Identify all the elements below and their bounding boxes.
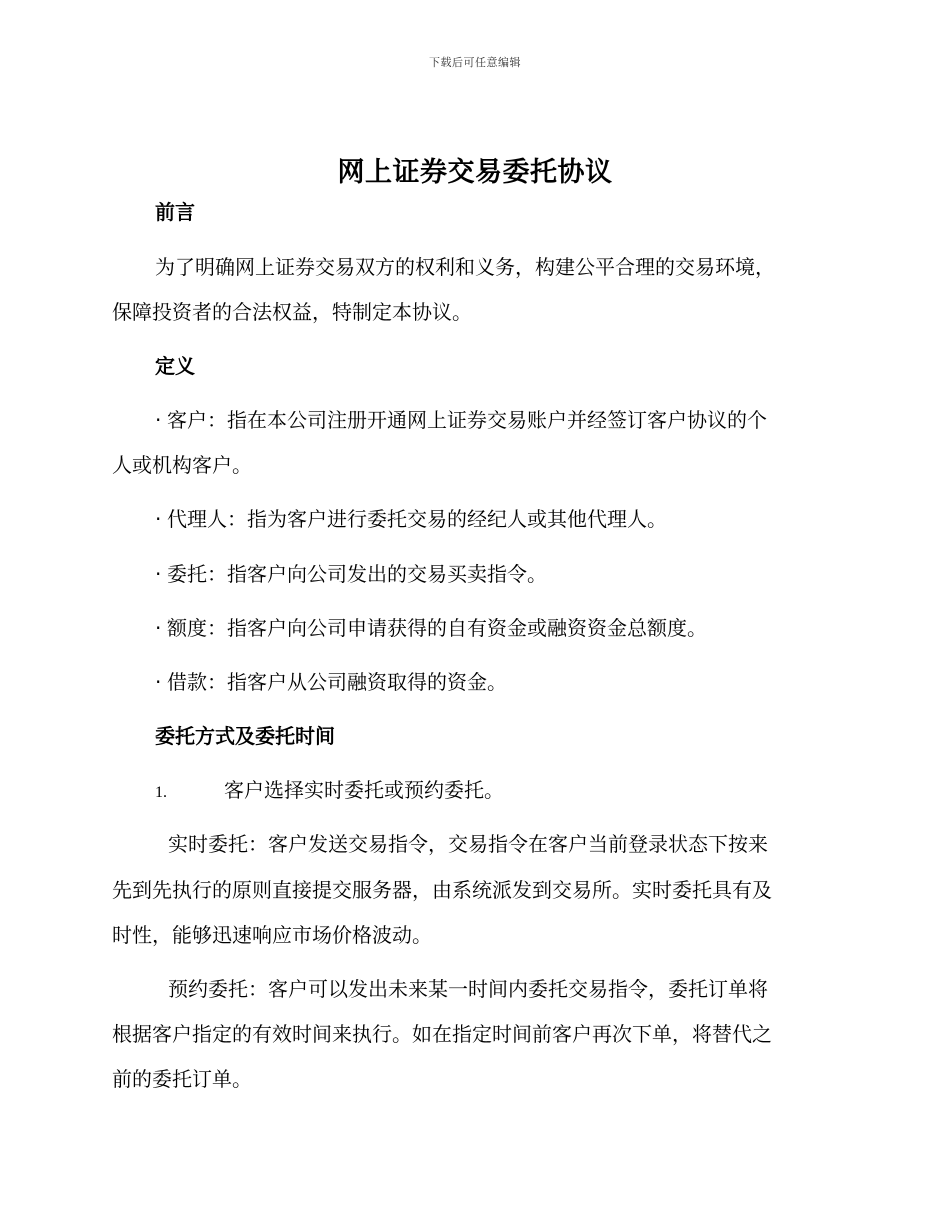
definition-client-text: 客户：指在本公司注册开通网上证券交易账户并经签订客户协议的个 — [167, 408, 767, 432]
list-item-text: 客户选择实时委托或预约委托。 — [224, 778, 504, 802]
scheduled-paragraph-line-3: 前的委托订单。 — [112, 1067, 252, 1091]
definition-agent-text: 代理人：指为客户进行委托交易的经纪人或其他代理人。 — [167, 507, 667, 531]
definition-client-line-2: 人或机构客户。 — [112, 453, 252, 477]
definition-agent — [112, 501, 885, 537]
header-note: 下载后可任意编辑 — [429, 56, 521, 69]
bullet-icon: · — [155, 562, 162, 586]
bullet-icon: · — [155, 408, 162, 432]
preface-heading: 前言 — [155, 200, 195, 224]
definition-client-line-1 — [112, 402, 885, 438]
realtime-paragraph-line-2: 先到先执行的原则直接提交服务器，由系统派发到交易所。实时委托具有及 — [112, 878, 772, 902]
definition-loan-text: 借款：指客户从公司融资取得的资金。 — [167, 670, 507, 694]
document-title: 网上证券交易委托协议 — [337, 157, 613, 188]
definition-quota-text: 额度：指客户向公司申请获得的自有资金或融资资金总额度。 — [167, 616, 707, 640]
scheduled-paragraph-line-1: 预约委托：客户可以发出未来某一时间内委托交易指令，委托订单将 — [168, 977, 768, 1001]
definition-loan — [112, 664, 885, 700]
realtime-paragraph-line-1: 实时委托：客户发送交易指令，交易指令在客户当前登录状态下按来 — [168, 832, 768, 856]
methods-heading: 委托方式及委托时间 — [155, 724, 335, 748]
bullet-icon: · — [155, 507, 162, 531]
list-item-number: 1. — [155, 784, 167, 801]
bullet-icon: · — [155, 616, 162, 640]
definitions-heading: 定义 — [155, 354, 195, 378]
definition-entrust — [112, 556, 885, 592]
scheduled-paragraph-line-2: 根据客户指定的有效时间来执行。如在指定时间前客户再次下单，将替代之 — [112, 1022, 772, 1046]
definition-quota — [112, 610, 885, 646]
methods-list-item-1 — [112, 772, 885, 811]
preface-paragraph-line-2: 保障投资者的合法权益，特制定本协议。 — [112, 300, 472, 324]
bullet-icon: · — [155, 670, 162, 694]
preface-paragraph-line-1: 为了明确网上证券交易双方的权利和义务，构建公平合理的交易环境， — [155, 255, 775, 279]
definition-entrust-text: 委托：指客户向公司发出的交易买卖指令。 — [167, 562, 547, 586]
realtime-paragraph-line-3: 时性，能够迅速响应市场价格波动。 — [112, 923, 432, 947]
